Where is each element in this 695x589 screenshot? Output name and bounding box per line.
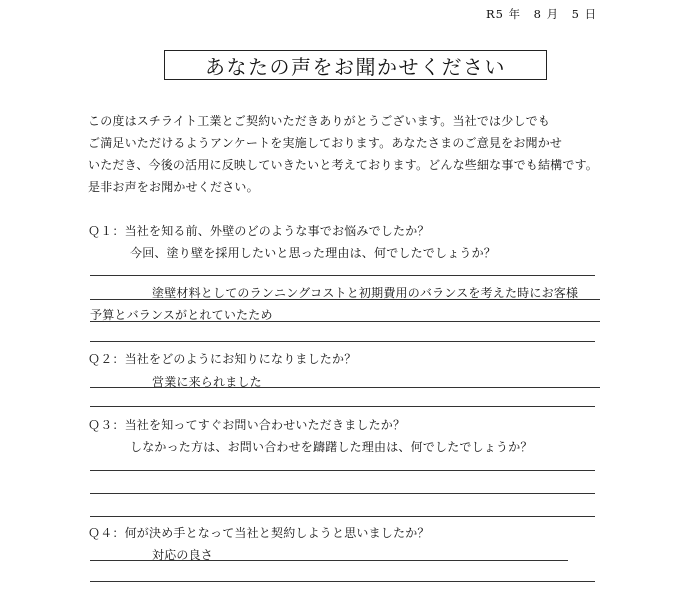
- q3-answer-rule-3: [90, 516, 595, 517]
- intro-line-3: いただき、今後の活用に反映していきたいと考えております。どんな些細な事でも結構です。: [88, 158, 599, 172]
- page-title: [164, 50, 547, 80]
- q2-answer: 営業に来られました: [152, 375, 262, 389]
- q3-question: Ｑ３：当社を知ってすぐお問い合わせいただきましたか？: [88, 418, 406, 432]
- intro-line-2: ご満足いただけるようアンケートを実施しております。あなたさまのご意見をお聞かせ: [88, 136, 563, 150]
- survey-date: R5 年 8 月 5 日: [486, 7, 598, 21]
- q1-question: Ｑ１：当社を知る前、外壁のどのような事でお悩みでしたか？: [88, 224, 430, 238]
- q2-answer-rule-2: [90, 406, 595, 407]
- q2-answer-rule-1: [90, 387, 600, 388]
- q1-answer-rule-4: [90, 341, 595, 342]
- q1-answer-line-2: 予算とバランスがとれていたため: [90, 308, 273, 322]
- q1-answer-line-1: 塗壁材料としてのランニングコストと初期費用のバランスを考えた時にお客様: [152, 286, 579, 300]
- q4-question: Ｑ４：何が決め手となって当社と契約しようと思いましたか？: [88, 526, 430, 540]
- intro-line-4: 是非お声をお聞かせください。: [88, 180, 259, 194]
- intro-line-1: この度はスチライト工業とご契約いただきありがとうございます。当社では少しでも: [88, 114, 551, 128]
- q3-answer-rule-2: [90, 493, 595, 494]
- q1-answer-rule-2: [90, 299, 600, 300]
- q3-answer-rule-1: [90, 470, 595, 471]
- q3-subquestion: しなかった方は、お問い合わせを躊躇した理由は、何でしたでしょうか？: [130, 440, 533, 454]
- q4-answer-rule-1: [90, 560, 568, 561]
- q1-subquestion: 今回、塗り壁を採用したいと思った理由は、何でしたでしょうか？: [130, 246, 497, 260]
- q1-answer-rule-3: [90, 321, 600, 322]
- q4-answer-rule-2: [90, 581, 595, 582]
- q2-question: Ｑ２：当社をどのようにお知りになりましたか？: [88, 352, 357, 366]
- page-title-text: あなたの声をお聞かせください: [205, 54, 506, 79]
- q1-answer-rule-1: [90, 275, 595, 276]
- q4-answer: 対応の良さ: [152, 548, 214, 562]
